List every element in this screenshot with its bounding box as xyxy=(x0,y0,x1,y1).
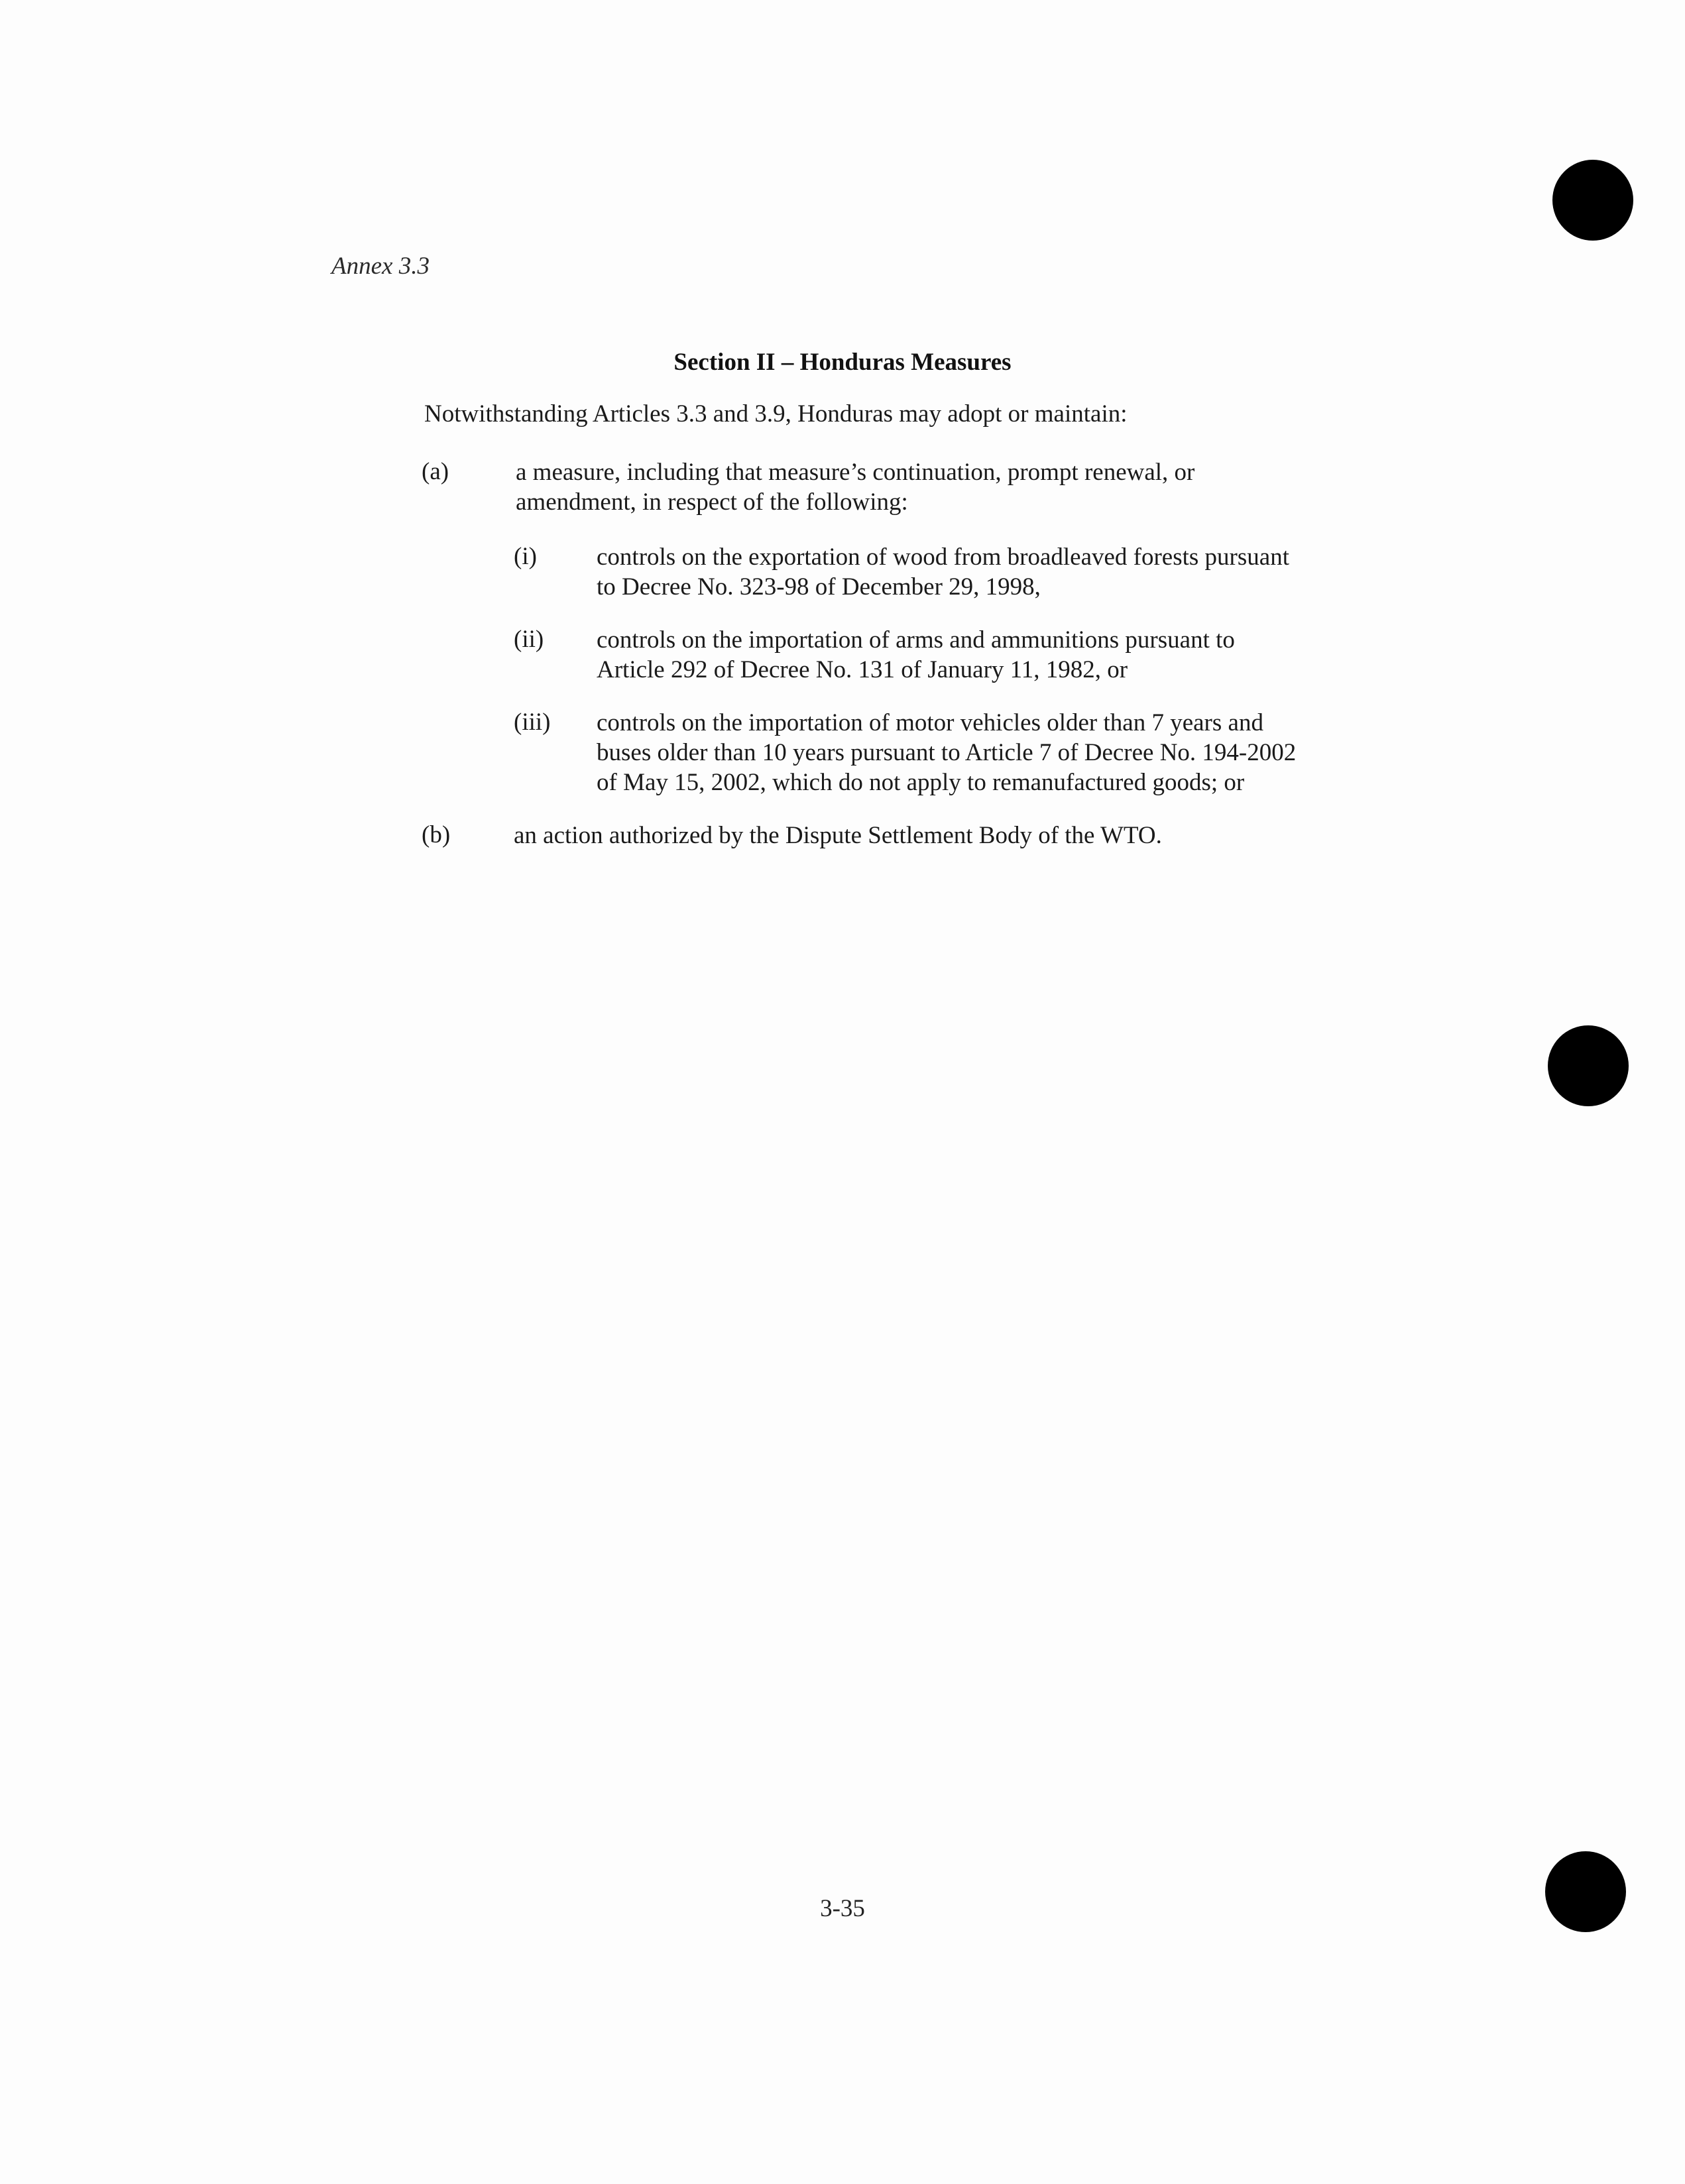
page-number: 3-35 xyxy=(820,1895,865,1922)
subitem-i-text xyxy=(597,542,1289,602)
subitem-iii-line: controls on the importation of motor vehicles older than 7 years and xyxy=(597,709,1263,736)
subitem-iii-marker: (iii) xyxy=(514,709,551,736)
item-a-marker: (a) xyxy=(422,458,449,485)
subitem-i-marker: (i) xyxy=(514,543,537,570)
subitem-i-line: to Decree No. 323-98 of December 29, 1998, xyxy=(597,573,1041,601)
punch-hole-top xyxy=(1552,160,1633,241)
item-b-line: an action authorized by the Dispute Settlement Body of the WTO. xyxy=(514,822,1162,849)
subitem-ii-line: controls on the importation of arms and ammunitions pursuant to xyxy=(597,626,1235,654)
subitem-iii-text xyxy=(597,708,1296,797)
subitem-i-line: controls on the exportation of wood from broadleaved forests pursuant xyxy=(597,544,1289,571)
intro-paragraph: Notwithstanding Articles 3.3 and 3.9, Honduras may adopt or maintain: xyxy=(424,400,1128,428)
subitem-ii-text xyxy=(597,625,1235,685)
item-a-line: a measure, including that measure’s continuation, prompt renewal, or xyxy=(516,459,1195,486)
item-b-marker: (b) xyxy=(422,821,451,848)
item-a-line: amendment, in respect of the following: xyxy=(516,489,908,516)
annex-label: Annex 3.3 xyxy=(331,253,430,280)
subitem-iii-line: of May 15, 2002, which do not apply to remanufactured goods; or xyxy=(597,769,1245,796)
subitem-ii-marker: (ii) xyxy=(514,626,544,653)
subitem-iii-line: buses older than 10 years pursuant to Article 7 of Decree No. 194-2002 xyxy=(597,739,1297,766)
section-title: Section II – Honduras Measures xyxy=(673,349,1012,376)
punch-hole-middle xyxy=(1548,1025,1629,1106)
item-a-text xyxy=(516,457,1194,517)
subitem-ii-line: Article 292 of Decree No. 131 of January 11, 1982, or xyxy=(597,656,1128,683)
item-b-text xyxy=(514,821,1162,850)
